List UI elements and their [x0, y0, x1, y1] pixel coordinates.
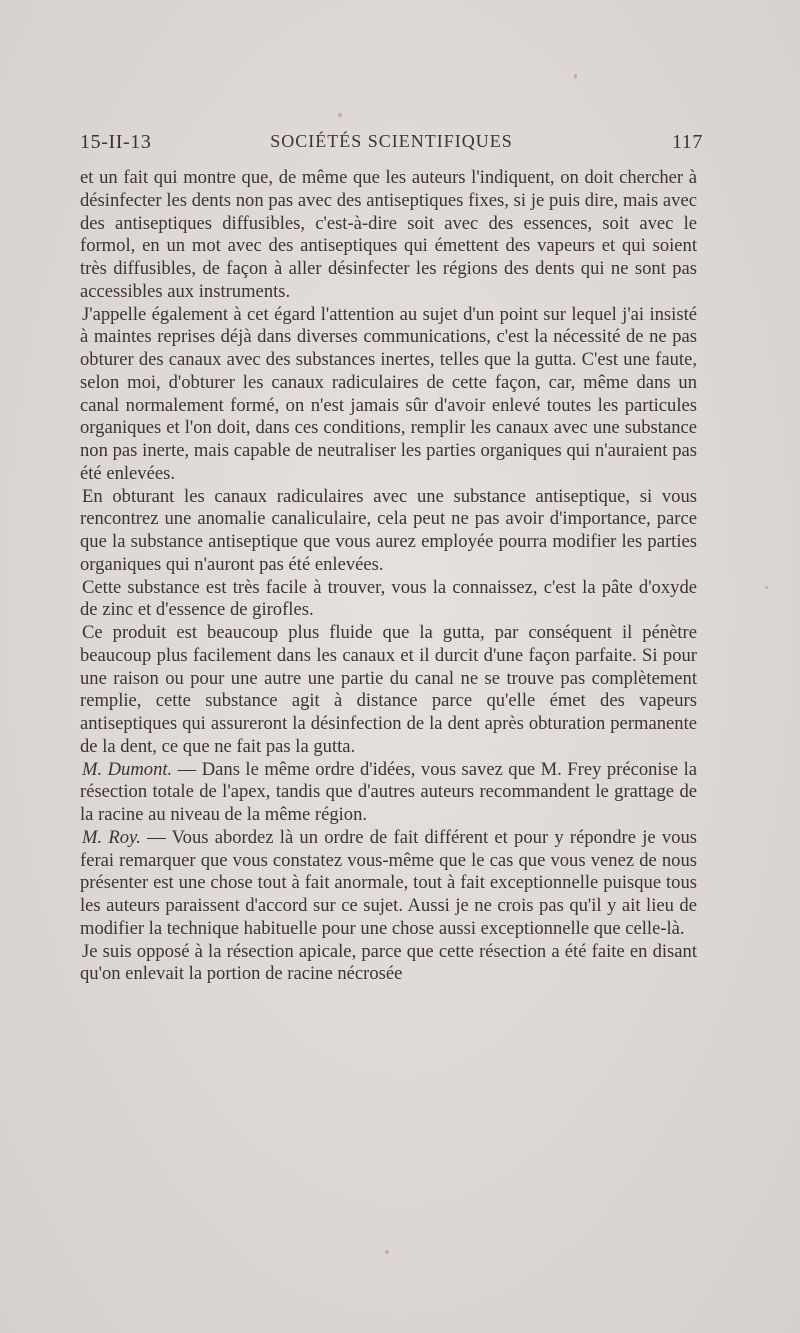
- paragraph-text: Cette substance est très facile à trouver, vous la connaissez, c'est la pâte d'oxyde de zinc et d'essence de girofles.: [80, 576, 697, 621]
- speaker-name: M. Dumont.: [82, 758, 173, 780]
- paper-speck: [385, 1250, 389, 1254]
- paragraph-7: [80, 827, 697, 941]
- paper-speck: [574, 74, 577, 79]
- paper-speck: [765, 586, 768, 589]
- body-text: [80, 167, 697, 986]
- paragraph-text: J'appelle également à cet égard l'attention au sujet d'un point sur lequel j'ai insisté à maintes reprises déjà dans diverses communications, c'est la nécessité de ne pas obturer des canaux avec des substances inertes, telles que la gutta. C'est une faute, selon moi, d'obturer les canaux radiculaires de cette façon, car, même dans un canal normalement formé, on n'est jamais sûr d'avoir enlevé toutes les particules organiques et l'on doit, dans ces conditions, remplir les canaux avec une substance non pas inerte, mais capable de neutraliser les parties organiques qui n'auraient pas été enlevées.: [80, 303, 697, 484]
- paragraph-text: — Dans le même ordre d'idées, vous savez que M. Frey préconise la résection totale de l'apex, tandis que d'autres auteurs recommandent le grattage de la racine au niveau de la même région.: [80, 758, 697, 825]
- paragraph-text: et un fait qui montre que, de même que les auteurs l'indiquent, on doit chercher à désinfecter les dents non pas avec des antiseptiques fixes, si je puis dire, mais avec des antiseptiques diffusibles, c'est-à-dire soit avec des essences, soit avec le formol, en un mot avec des antiseptiques qui émettent des vapeurs et qui soient très diffusibles, de façon à aller désinfecter les régions des dents qui ne sont pas accessibles aux instruments.: [80, 167, 697, 302]
- paragraph-text: Je suis opposé à la résection apicale, parce que cette résection a été faite en disant qu'on enlevait la portion de racine nécrosée: [80, 940, 697, 985]
- paragraph-4: [80, 577, 697, 623]
- paragraph-5: [80, 622, 697, 759]
- running-header: [80, 131, 703, 161]
- paragraph-6: [80, 759, 697, 827]
- speaker-name: M. Roy.: [82, 826, 141, 848]
- paragraph-8: [80, 941, 697, 987]
- page-number: 117: [671, 131, 703, 153]
- paragraph-text: Ce produit est beaucoup plus fluide que la gutta, par conséquent il pénètre beaucoup plus facilement dans les canaux et il durcit d'une façon parfaite. Si pour une raison ou pour une autre une partie du canal ne se trouve pas complètement remplie, cette substance agit à distance parce qu'elle émet des vapeurs antiseptiques qui assureront la désinfection de la dent après obturation permanente de la dent, ce que ne fait pas la gutta.: [80, 622, 697, 757]
- paragraph-text: — Vous abordez là un ordre de fait différent et pour y répondre je vous ferai remarquer que vous constatez vous-même que le cas que vous venez de nous présenter est une chose tout à fait anormale, tout à fait exceptionnelle puisque tous les auteurs paraissent d'accord sur ce sujet. Aussi je ne crois pas qu'il y ait lieu de modifier la technique habituelle pour une chose aussi exceptionnelle que celle-là.: [80, 826, 697, 939]
- paragraph-3: [80, 486, 697, 577]
- header-section-title: SOCIÉTÉS SCIENTIFIQUES: [270, 131, 513, 151]
- paper-speck: [338, 113, 342, 117]
- paragraph-text: En obturant les canaux radiculaires avec une substance antiseptique, si vous rencontrez une anomalie canaliculaire, cela peut ne pas avoir d'importance, parce que la substance antiseptique que vous aurez employée pourra modifier les parties organiques qui n'auront pas été enlevées.: [80, 485, 697, 575]
- header-date: 15-II-13: [80, 131, 152, 153]
- paragraph-1: [80, 167, 697, 304]
- paragraph-2: [80, 304, 697, 486]
